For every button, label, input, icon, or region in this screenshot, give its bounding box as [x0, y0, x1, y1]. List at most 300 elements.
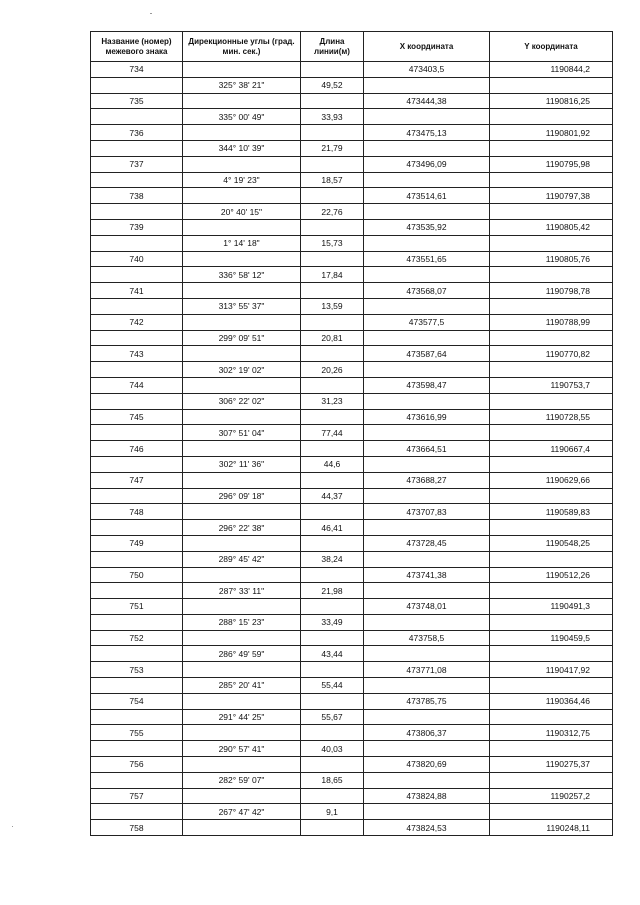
- cell-y: 1190805,76: [490, 251, 613, 267]
- cell-y: 1190667,4: [490, 441, 613, 457]
- cell-y: 1190801,92: [490, 125, 613, 141]
- cell-length: 22,76: [301, 204, 364, 220]
- cell-y: [490, 646, 613, 662]
- cell-length: [301, 693, 364, 709]
- cell-angle: 291° 44' 25": [183, 709, 301, 725]
- cell-length: 20,81: [301, 330, 364, 346]
- cell-length: 13,59: [301, 298, 364, 314]
- cell-length: [301, 125, 364, 141]
- cell-length: [301, 788, 364, 804]
- cell-angle: [183, 125, 301, 141]
- table-body: [91, 62, 613, 836]
- cell-point-name: 756: [91, 757, 183, 773]
- table-row: [91, 772, 613, 788]
- cell-length: [301, 725, 364, 741]
- cell-angle: 20° 40' 15": [183, 204, 301, 220]
- cell-point-name: 743: [91, 346, 183, 362]
- cell-y: [490, 456, 613, 472]
- table-row: [91, 567, 613, 583]
- table-row: [91, 377, 613, 393]
- cell-length: [301, 188, 364, 204]
- cell-y: 1190753,7: [490, 377, 613, 393]
- cell-y: [490, 204, 613, 220]
- cell-angle: 306° 22' 02": [183, 393, 301, 409]
- cell-length: 40,03: [301, 741, 364, 757]
- cell-y: [490, 741, 613, 757]
- cell-y: [490, 109, 613, 125]
- cell-y: [490, 551, 613, 567]
- cell-point-name: [91, 204, 183, 220]
- header-length: Длина линии(м): [301, 32, 364, 62]
- cell-length: 21,98: [301, 583, 364, 599]
- cell-x: [364, 204, 490, 220]
- cell-angle: [183, 314, 301, 330]
- table-row: [91, 804, 613, 820]
- table-row: [91, 125, 613, 141]
- cell-length: [301, 156, 364, 172]
- cell-angle: [183, 535, 301, 551]
- header-angles: Дирекционные углы (град. мин. сек.): [183, 32, 301, 62]
- cell-point-name: [91, 709, 183, 725]
- cell-point-name: [91, 583, 183, 599]
- cell-angle: 4° 19' 23": [183, 172, 301, 188]
- cell-length: 18,65: [301, 772, 364, 788]
- cell-angle: [183, 251, 301, 267]
- cell-y: [490, 393, 613, 409]
- cell-x: [364, 709, 490, 725]
- table-row: [91, 62, 613, 78]
- table-row: [91, 188, 613, 204]
- cell-angle: 267° 47' 42": [183, 804, 301, 820]
- cell-length: 21,79: [301, 140, 364, 156]
- cell-length: [301, 757, 364, 773]
- cell-point-name: 757: [91, 788, 183, 804]
- cell-x: [364, 583, 490, 599]
- cell-x: 473475,13: [364, 125, 490, 141]
- table-row: [91, 472, 613, 488]
- cell-y: 1190459,5: [490, 630, 613, 646]
- table-row: [91, 725, 613, 741]
- cell-point-name: [91, 425, 183, 441]
- cell-x: [364, 77, 490, 93]
- cell-angle: [183, 219, 301, 235]
- table-row: [91, 330, 613, 346]
- table-row: [91, 441, 613, 457]
- cell-x: 473771,08: [364, 662, 490, 678]
- cell-x: [364, 488, 490, 504]
- cell-length: 77,44: [301, 425, 364, 441]
- table-row: [91, 456, 613, 472]
- table-row: [91, 630, 613, 646]
- cell-angle: 296° 09' 18": [183, 488, 301, 504]
- cell-y: 1190816,25: [490, 93, 613, 109]
- cell-y: [490, 520, 613, 536]
- cell-x: 473748,01: [364, 599, 490, 615]
- table-row: [91, 488, 613, 504]
- cell-x: [364, 140, 490, 156]
- cell-length: [301, 441, 364, 457]
- cell-x: [364, 235, 490, 251]
- cell-angle: [183, 630, 301, 646]
- table-row: [91, 551, 613, 567]
- table-header: [91, 32, 613, 62]
- cell-angle: [183, 693, 301, 709]
- cell-length: 9,1: [301, 804, 364, 820]
- cell-x: 473688,27: [364, 472, 490, 488]
- cell-angle: 325° 38' 21": [183, 77, 301, 93]
- cell-angle: 1° 14' 18": [183, 235, 301, 251]
- cell-angle: [183, 820, 301, 836]
- cell-y: [490, 77, 613, 93]
- cell-length: 33,93: [301, 109, 364, 125]
- cell-x: 473444,38: [364, 93, 490, 109]
- cell-x: [364, 298, 490, 314]
- cell-x: [364, 614, 490, 630]
- cell-angle: 335° 00' 49": [183, 109, 301, 125]
- cell-angle: [183, 409, 301, 425]
- cell-x: [364, 109, 490, 125]
- cell-y: [490, 267, 613, 283]
- cell-angle: [183, 599, 301, 615]
- cell-point-name: 736: [91, 125, 183, 141]
- cell-length: [301, 535, 364, 551]
- cell-x: 473587,64: [364, 346, 490, 362]
- cell-y: 1190844,2: [490, 62, 613, 78]
- cell-y: 1190257,2: [490, 788, 613, 804]
- table-row: [91, 346, 613, 362]
- cell-point-name: [91, 804, 183, 820]
- cell-x: 473598,47: [364, 377, 490, 393]
- cell-length: 31,23: [301, 393, 364, 409]
- cell-angle: 296° 22' 38": [183, 520, 301, 536]
- cell-length: 18,57: [301, 172, 364, 188]
- cell-x: 473551,65: [364, 251, 490, 267]
- cell-x: 473741,38: [364, 567, 490, 583]
- table-row: [91, 678, 613, 694]
- cell-point-name: [91, 362, 183, 378]
- cell-angle: 288° 15' 23": [183, 614, 301, 630]
- cell-point-name: [91, 393, 183, 409]
- cell-angle: 299° 09' 51": [183, 330, 301, 346]
- cell-point-name: [91, 172, 183, 188]
- cell-point-name: [91, 109, 183, 125]
- cell-x: [364, 456, 490, 472]
- table-row: [91, 93, 613, 109]
- cell-point-name: [91, 140, 183, 156]
- cell-y: [490, 488, 613, 504]
- cell-point-name: 735: [91, 93, 183, 109]
- cell-angle: 286° 49' 59": [183, 646, 301, 662]
- cell-point-name: 741: [91, 283, 183, 299]
- header-y: Y координата: [490, 32, 613, 62]
- cell-angle: 287° 33' 11": [183, 583, 301, 599]
- table-row: [91, 520, 613, 536]
- cell-point-name: 738: [91, 188, 183, 204]
- cell-length: 33,49: [301, 614, 364, 630]
- cell-x: [364, 551, 490, 567]
- cell-x: 473728,45: [364, 535, 490, 551]
- table-row: [91, 251, 613, 267]
- cell-angle: 285° 20' 41": [183, 678, 301, 694]
- cell-length: [301, 377, 364, 393]
- header-name: Название (номер) межевого знака: [91, 32, 183, 62]
- table-row: [91, 820, 613, 836]
- table-row: [91, 172, 613, 188]
- cell-x: [364, 520, 490, 536]
- cell-x: 473785,75: [364, 693, 490, 709]
- cell-point-name: 752: [91, 630, 183, 646]
- cell-x: [364, 772, 490, 788]
- cell-y: 1190589,83: [490, 504, 613, 520]
- scan-speck: [12, 826, 13, 827]
- cell-length: [301, 599, 364, 615]
- cell-length: [301, 504, 364, 520]
- cell-x: 473824,88: [364, 788, 490, 804]
- cell-x: 473758,5: [364, 630, 490, 646]
- cell-point-name: [91, 298, 183, 314]
- cell-angle: [183, 188, 301, 204]
- cell-length: [301, 630, 364, 646]
- cell-y: [490, 772, 613, 788]
- cell-x: 473820,69: [364, 757, 490, 773]
- cell-point-name: 745: [91, 409, 183, 425]
- cell-length: [301, 219, 364, 235]
- cell-angle: [183, 472, 301, 488]
- cell-x: [364, 425, 490, 441]
- cell-point-name: [91, 678, 183, 694]
- cell-y: [490, 362, 613, 378]
- cell-length: 46,41: [301, 520, 364, 536]
- cell-point-name: 746: [91, 441, 183, 457]
- cell-point-name: 755: [91, 725, 183, 741]
- cell-point-name: [91, 551, 183, 567]
- cell-angle: [183, 567, 301, 583]
- cell-point-name: 749: [91, 535, 183, 551]
- table-row: [91, 267, 613, 283]
- cell-length: [301, 567, 364, 583]
- cell-point-name: 737: [91, 156, 183, 172]
- cell-length: [301, 820, 364, 836]
- cell-length: [301, 283, 364, 299]
- cell-point-name: 750: [91, 567, 183, 583]
- cell-y: [490, 330, 613, 346]
- cell-length: 55,67: [301, 709, 364, 725]
- header-x: X координата: [364, 32, 490, 62]
- table-row: [91, 583, 613, 599]
- cell-length: [301, 662, 364, 678]
- cell-x: [364, 267, 490, 283]
- cell-angle: [183, 662, 301, 678]
- cell-x: [364, 678, 490, 694]
- cell-length: [301, 62, 364, 78]
- cell-y: 1190797,38: [490, 188, 613, 204]
- table-row: [91, 298, 613, 314]
- cell-angle: 290° 57' 41": [183, 741, 301, 757]
- cell-y: 1190805,42: [490, 219, 613, 235]
- cell-y: [490, 614, 613, 630]
- cell-point-name: [91, 772, 183, 788]
- cell-y: 1190728,55: [490, 409, 613, 425]
- table-row: [91, 362, 613, 378]
- cell-point-name: 758: [91, 820, 183, 836]
- cell-y: 1190248,11: [490, 820, 613, 836]
- cell-angle: [183, 441, 301, 457]
- table-row: [91, 741, 613, 757]
- cell-angle: 344° 10' 39": [183, 140, 301, 156]
- cell-y: 1190548,25: [490, 535, 613, 551]
- cell-length: 44,6: [301, 456, 364, 472]
- cell-angle: [183, 377, 301, 393]
- cell-y: 1190364,46: [490, 693, 613, 709]
- cell-point-name: 747: [91, 472, 183, 488]
- cell-length: 43,44: [301, 646, 364, 662]
- cell-point-name: 744: [91, 377, 183, 393]
- cell-x: 473824,53: [364, 820, 490, 836]
- cell-x: [364, 172, 490, 188]
- cell-y: [490, 678, 613, 694]
- cell-y: 1190770,82: [490, 346, 613, 362]
- cell-length: [301, 472, 364, 488]
- cell-x: [364, 362, 490, 378]
- cell-y: [490, 425, 613, 441]
- cell-x: 473403,5: [364, 62, 490, 78]
- cell-angle: 289° 45' 42": [183, 551, 301, 567]
- cell-x: 473514,61: [364, 188, 490, 204]
- table-row: [91, 109, 613, 125]
- cell-length: 15,73: [301, 235, 364, 251]
- cell-length: [301, 93, 364, 109]
- cell-angle: [183, 62, 301, 78]
- table-row: [91, 646, 613, 662]
- cell-angle: 336° 58' 12": [183, 267, 301, 283]
- cell-y: 1190512,26: [490, 567, 613, 583]
- cell-length: 55,44: [301, 678, 364, 694]
- cell-x: [364, 804, 490, 820]
- scan-speck: [150, 13, 152, 14]
- table-row: [91, 393, 613, 409]
- table-row: [91, 219, 613, 235]
- cell-angle: 307° 51' 04": [183, 425, 301, 441]
- cell-point-name: [91, 456, 183, 472]
- table-row: [91, 614, 613, 630]
- table-row: [91, 204, 613, 220]
- cell-point-name: 740: [91, 251, 183, 267]
- boundary-points-table: [90, 31, 613, 836]
- cell-length: 20,26: [301, 362, 364, 378]
- table-row: [91, 535, 613, 551]
- cell-x: 473577,5: [364, 314, 490, 330]
- cell-point-name: [91, 741, 183, 757]
- cell-x: 473806,37: [364, 725, 490, 741]
- cell-point-name: [91, 330, 183, 346]
- cell-angle: [183, 283, 301, 299]
- table-row: [91, 757, 613, 773]
- cell-y: 1190417,92: [490, 662, 613, 678]
- cell-point-name: [91, 614, 183, 630]
- cell-point-name: 739: [91, 219, 183, 235]
- cell-point-name: [91, 646, 183, 662]
- cell-x: [364, 646, 490, 662]
- cell-length: 49,52: [301, 77, 364, 93]
- cell-x: 473535,92: [364, 219, 490, 235]
- cell-y: [490, 140, 613, 156]
- cell-y: 1190798,78: [490, 283, 613, 299]
- cell-angle: [183, 93, 301, 109]
- cell-length: [301, 314, 364, 330]
- table-row: [91, 693, 613, 709]
- cell-length: 17,84: [301, 267, 364, 283]
- cell-y: 1190795,98: [490, 156, 613, 172]
- cell-point-name: [91, 488, 183, 504]
- cell-angle: 302° 11' 36": [183, 456, 301, 472]
- cell-length: 38,24: [301, 551, 364, 567]
- cell-point-name: 742: [91, 314, 183, 330]
- cell-angle: [183, 725, 301, 741]
- table-row: [91, 235, 613, 251]
- table-row: [91, 504, 613, 520]
- table-row: [91, 788, 613, 804]
- table-row: [91, 662, 613, 678]
- cell-x: 473707,83: [364, 504, 490, 520]
- cell-point-name: [91, 267, 183, 283]
- table-row: [91, 283, 613, 299]
- cell-point-name: [91, 235, 183, 251]
- cell-y: [490, 235, 613, 251]
- cell-y: 1190275,37: [490, 757, 613, 773]
- cell-x: [364, 741, 490, 757]
- cell-angle: [183, 504, 301, 520]
- cell-x: 473568,07: [364, 283, 490, 299]
- cell-angle: [183, 346, 301, 362]
- cell-length: [301, 251, 364, 267]
- cell-point-name: 753: [91, 662, 183, 678]
- table-row: [91, 599, 613, 615]
- cell-y: [490, 804, 613, 820]
- cell-length: [301, 409, 364, 425]
- cell-angle: [183, 788, 301, 804]
- cell-x: [364, 393, 490, 409]
- cell-y: 1190788,99: [490, 314, 613, 330]
- cell-x: 473664,51: [364, 441, 490, 457]
- cell-angle: [183, 757, 301, 773]
- cell-point-name: [91, 77, 183, 93]
- cell-y: 1190491,3: [490, 599, 613, 615]
- cell-x: 473496,09: [364, 156, 490, 172]
- table-row: [91, 77, 613, 93]
- table-row: [91, 709, 613, 725]
- cell-y: [490, 172, 613, 188]
- cell-length: 44,37: [301, 488, 364, 504]
- cell-point-name: 751: [91, 599, 183, 615]
- cell-y: [490, 709, 613, 725]
- table-row: [91, 156, 613, 172]
- cell-point-name: 734: [91, 62, 183, 78]
- cell-x: 473616,99: [364, 409, 490, 425]
- table-row: [91, 425, 613, 441]
- cell-y: [490, 583, 613, 599]
- cell-y: [490, 298, 613, 314]
- cell-length: [301, 346, 364, 362]
- cell-point-name: 748: [91, 504, 183, 520]
- cell-angle: 282° 59' 07": [183, 772, 301, 788]
- cell-y: 1190312,75: [490, 725, 613, 741]
- cell-y: 1190629,66: [490, 472, 613, 488]
- table-row: [91, 314, 613, 330]
- table-row: [91, 409, 613, 425]
- table-row: [91, 140, 613, 156]
- cell-point-name: [91, 520, 183, 536]
- cell-point-name: 754: [91, 693, 183, 709]
